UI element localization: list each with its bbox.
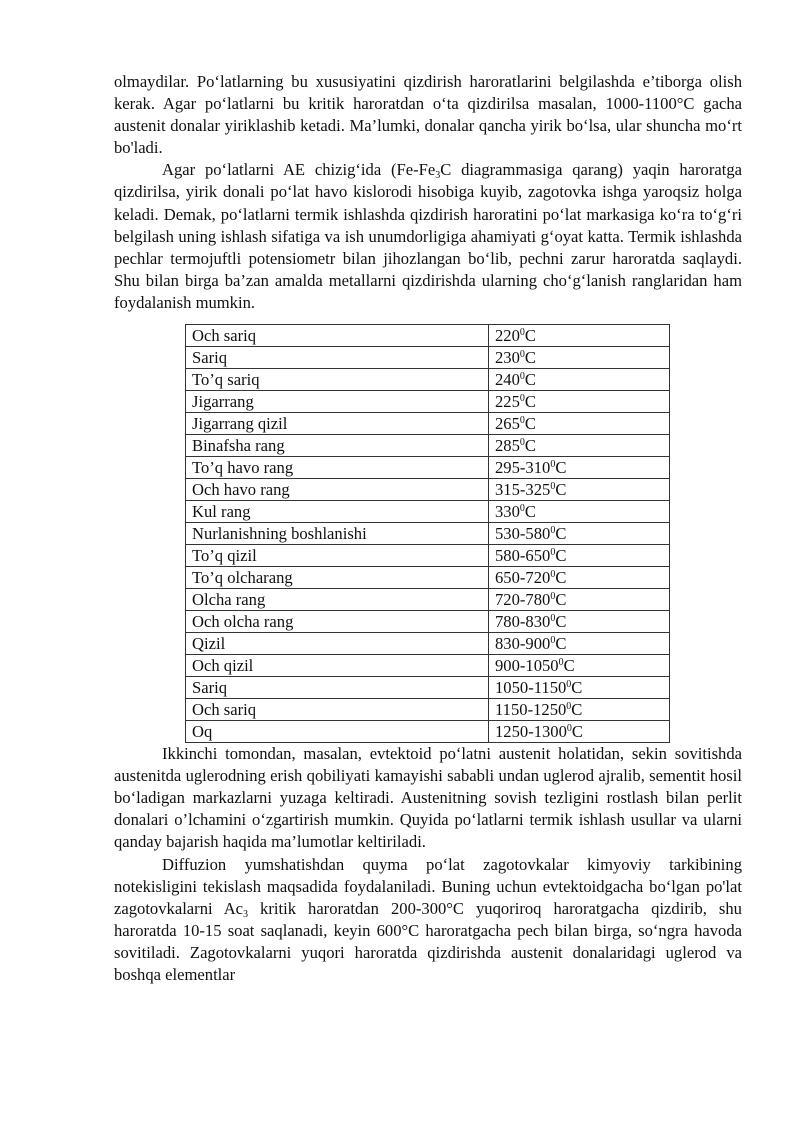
- degree-superscript: 0: [550, 525, 556, 537]
- unit-label: C: [524, 348, 536, 368]
- temper-color-table: [185, 324, 670, 743]
- color-name-cell: Och sariq: [186, 325, 489, 347]
- paragraph-2: [114, 159, 742, 314]
- unit-label: C: [524, 414, 536, 434]
- degree-superscript: 0: [566, 723, 572, 735]
- table-row: [186, 589, 670, 611]
- temperature-value: 1250-1300: [495, 722, 567, 742]
- degree-superscript: 0: [566, 679, 572, 691]
- temperature-value: 225: [495, 392, 520, 412]
- paragraph-3: Ikkinchi tomondan, masalan, evtektoid po‘latni austenit holatidan, sekin sovitishda austenitda uglerodning erish qobiliyati kamayishi sababli undan uglerod ajralib, sementit hosil bo‘ladigan markazlarni yuzaga keltiradi. Austenitning sovish tezligini rostlash bilan perlit donalari o’lchamini o‘zgartirish mumkin. Quyida po‘latlarni termik ishlash usullar va ularni qanday bajarish haqida ma’lumotlar keltiriladi.: [114, 744, 742, 852]
- color-name-cell: To’q olcharang: [186, 567, 489, 589]
- temperature-cell: [489, 325, 670, 347]
- table-row: [186, 699, 670, 721]
- degree-superscript: 0: [550, 613, 556, 625]
- table-row: [186, 721, 670, 743]
- unit-label: C: [555, 458, 567, 478]
- degree-superscript: 0: [550, 481, 556, 493]
- unit-label: C: [555, 480, 567, 500]
- temperature-cell: [489, 567, 670, 589]
- table-row: [186, 479, 670, 501]
- degree-superscript: 0: [558, 657, 564, 669]
- color-name-cell: To’q havo rang: [186, 457, 489, 479]
- table-row: [186, 391, 670, 413]
- temperature-cell: [489, 655, 670, 677]
- temperature-cell: [489, 479, 670, 501]
- table-row: [186, 413, 670, 435]
- color-name-cell: Jigarrang qizil: [186, 413, 489, 435]
- temperature-cell: [489, 633, 670, 655]
- temperature-cell: [489, 435, 670, 457]
- temperature-value: 295-310: [495, 458, 551, 478]
- table-row: [186, 655, 670, 677]
- table-row: [186, 677, 670, 699]
- subscript-3: 3: [243, 908, 249, 920]
- temperature-cell: [489, 391, 670, 413]
- degree-superscript: 0: [550, 635, 556, 647]
- color-name-cell: Sariq: [186, 347, 489, 369]
- degree-superscript: 0: [550, 459, 556, 471]
- color-name-cell: Sariq: [186, 677, 489, 699]
- temperature-cell: [489, 589, 670, 611]
- color-name-cell: To’q qizil: [186, 545, 489, 567]
- degree-superscript: 0: [519, 349, 525, 361]
- degree-superscript: 0: [550, 591, 556, 603]
- temperature-value: 1150-1250: [495, 700, 567, 720]
- temperature-cell: [489, 545, 670, 567]
- paragraph-2-part-b: C diagrammasiga qarang) yaqin haroratga qizdirilsa, yirik donali po‘lat havo kislorodi hisobiga kuyib, zagotovka ishga yaroqsiz holga keladi. Demak, po‘latlarni termik ishlashda qizdirish haroratini po‘lat markasiga ko‘ra to‘g‘ri belgilash uning ishlash sifatiga va ish unumdorligiga ahamiyati g‘oyat katta. Termik ishlashda pechlar termojuftli potensiometr bilan jihozlangan bo‘lib, pechni zarur haroratda saqlaydi. Shu bilan birga ba’zan amalda metallarni qizdirishda ularning cho‘g‘lanish ranglaridan ham foydalanish mumkin.: [114, 160, 743, 312]
- unit-label: C: [563, 656, 575, 676]
- temperature-value: 315-325: [495, 480, 551, 500]
- paragraph-2-part-a: Agar po‘latlarni AE chizig‘ida (Fe-Fe: [162, 160, 436, 180]
- unit-label: C: [555, 590, 567, 610]
- temperature-cell: [489, 457, 670, 479]
- unit-label: C: [524, 326, 536, 346]
- table-row: [186, 545, 670, 567]
- paragraph-4: [114, 854, 742, 987]
- degree-superscript: 0: [550, 547, 556, 559]
- color-name-cell: Kul rang: [186, 501, 489, 523]
- temperature-value: 330: [495, 502, 520, 522]
- degree-superscript: 0: [519, 371, 525, 383]
- temperature-cell: [489, 369, 670, 391]
- color-name-cell: Binafsha rang: [186, 435, 489, 457]
- table-row: [186, 369, 670, 391]
- temperature-value: 285: [495, 436, 520, 456]
- temperature-cell: [489, 347, 670, 369]
- temperature-value: 650-720: [495, 568, 551, 588]
- unit-label: C: [571, 678, 583, 698]
- temperature-value: 780-830: [495, 612, 551, 632]
- table-row: [186, 457, 670, 479]
- color-name-cell: Qizil: [186, 633, 489, 655]
- temperature-value: 830-900: [495, 634, 551, 654]
- unit-label: C: [571, 700, 583, 720]
- paragraph-1: olmaydilar. Po‘latlarning bu xususiyatini qizdirish haroratlarini belgilashda e’tiborga olish kerak. Agar po‘latlarni bu kritik haroratdan o‘ta qizdirilsa masalan, 1000-1100°C gacha austenit donalar yiriklashib ketadi. Ma’lumki, donalar qancha yirik bo‘lsa, ular shuncha mo‘rt bo'ladi.: [114, 72, 742, 158]
- table-row: [186, 567, 670, 589]
- unit-label: C: [555, 612, 567, 632]
- color-name-cell: Och sariq: [186, 699, 489, 721]
- temperature-cell: [489, 413, 670, 435]
- temperature-value: 580-650: [495, 546, 551, 566]
- temperature-value: 230: [495, 348, 520, 368]
- degree-superscript: 0: [519, 327, 525, 339]
- paragraph-4-part-a: Diffuzion yumshatishdan quyma po‘lat zagotovkalar kimyoviy tarkibining notekisligini tekislash maqsadida foydalaniladi. Buning uchun evtektoidgacha bo‘lgan po'lat zagotovkalarni Ac: [114, 854, 742, 918]
- color-name-cell: Olcha rang: [186, 589, 489, 611]
- unit-label: C: [571, 722, 583, 742]
- temperature-value: 1050-1150: [495, 678, 567, 698]
- temperature-value: 900-1050: [495, 656, 559, 676]
- temper-color-table-body: [186, 325, 670, 743]
- color-name-cell: Och olcha rang: [186, 611, 489, 633]
- degree-superscript: 0: [519, 415, 525, 427]
- subscript-3: 3: [435, 170, 441, 182]
- degree-superscript: 0: [519, 393, 525, 405]
- unit-label: C: [524, 370, 536, 390]
- table-row: [186, 435, 670, 457]
- temperature-cell: [489, 721, 670, 743]
- table-row: [186, 347, 670, 369]
- temperature-value: 220: [495, 326, 520, 346]
- unit-label: C: [555, 568, 567, 588]
- degree-superscript: 0: [566, 701, 572, 713]
- unit-label: C: [555, 524, 567, 544]
- color-name-cell: Och qizil: [186, 655, 489, 677]
- temper-color-table-wrapper: [185, 324, 742, 743]
- temperature-cell: [489, 677, 670, 699]
- table-row: [186, 523, 670, 545]
- table-row: [186, 633, 670, 655]
- table-row: [186, 501, 670, 523]
- degree-superscript: 0: [519, 503, 525, 515]
- color-name-cell: To’q sariq: [186, 369, 489, 391]
- temperature-cell: [489, 699, 670, 721]
- document-page: [114, 71, 742, 986]
- unit-label: C: [524, 392, 536, 412]
- color-name-cell: Och havo rang: [186, 479, 489, 501]
- color-name-cell: Oq: [186, 721, 489, 743]
- temperature-value: 240: [495, 370, 520, 390]
- temperature-value: 265: [495, 414, 520, 434]
- degree-superscript: 0: [519, 437, 525, 449]
- temperature-value: 530-580: [495, 524, 551, 544]
- color-name-cell: Nurlanishning boshlanishi: [186, 523, 489, 545]
- degree-superscript: 0: [550, 569, 556, 581]
- paragraph-4-part-b: kritik haroratdan 200-300°C yuqoriroq haroratgacha qizdirib, shu haroratda 10-15 soat saqlanadi, keyin 600°C haroratgacha pech bilan birga, so‘ngra havoda sovitiladi. Zagotovkalarni yuqori haroratda qizdirishda austenit donalaridagi uglerod va boshqa elementlar: [114, 898, 742, 984]
- unit-label: C: [524, 436, 536, 456]
- temperature-cell: [489, 611, 670, 633]
- unit-label: C: [524, 502, 536, 522]
- unit-label: C: [555, 546, 567, 566]
- temperature-value: 720-780: [495, 590, 551, 610]
- table-row: [186, 325, 670, 347]
- temperature-cell: [489, 501, 670, 523]
- table-row: [186, 611, 670, 633]
- unit-label: C: [555, 634, 567, 654]
- color-name-cell: Jigarrang: [186, 391, 489, 413]
- temperature-cell: [489, 523, 670, 545]
